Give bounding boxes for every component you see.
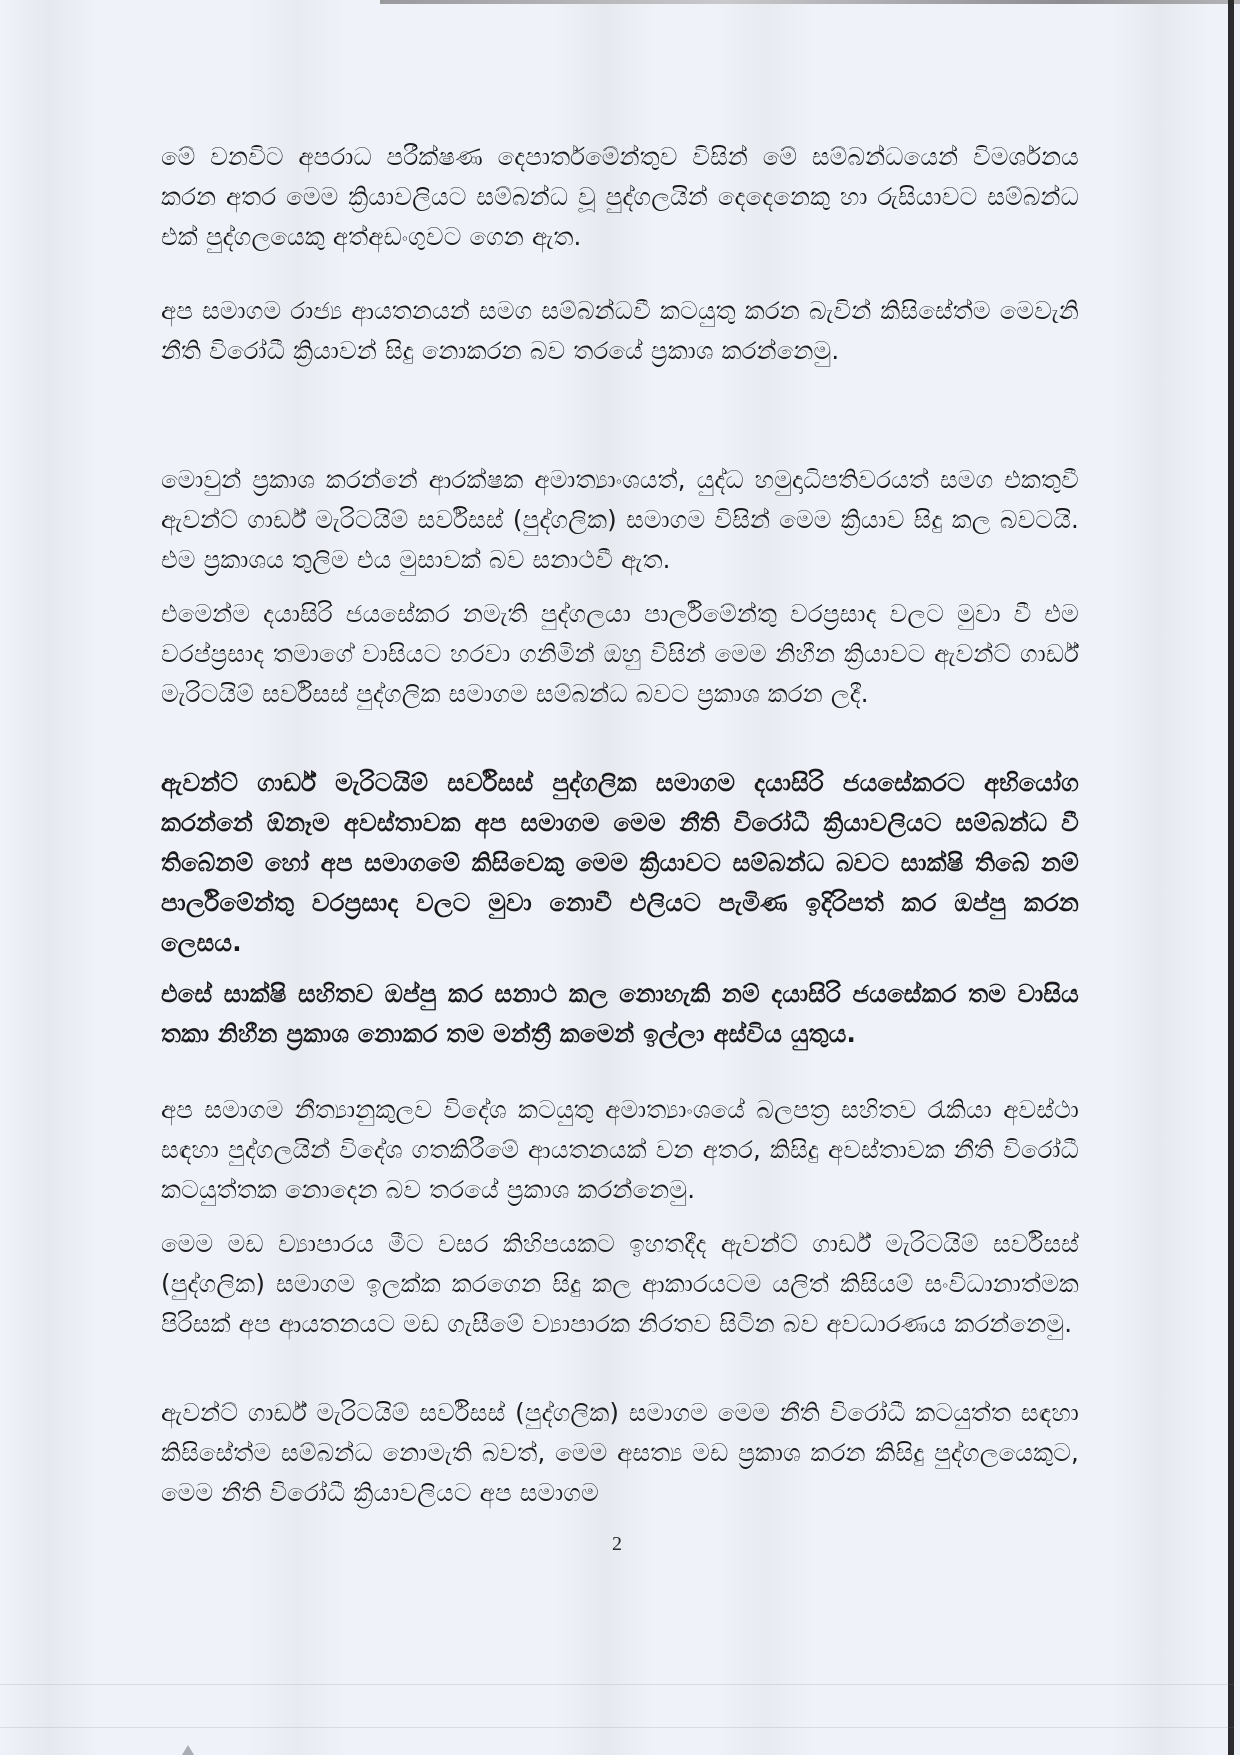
scan-artifact-line	[0, 1684, 1234, 1685]
scan-artifact-line	[0, 1727, 1234, 1728]
paragraph-5-bold	[161, 763, 1079, 963]
paragraph-8	[161, 1224, 1079, 1344]
paragraph-6-bold	[161, 974, 1079, 1054]
scan-artifact-mark	[182, 1745, 194, 1755]
scan-top-edge	[380, 0, 1240, 4]
page-number: 2	[612, 1533, 622, 1555]
paragraph-9	[161, 1393, 1079, 1513]
paragraph-text: අප සමාගම රාජ්‍ය ආයතනයන් සමග සම්බන්ධවී කටයුතු කරන බැවින් කිසිසේත්ම මෙවැනි නීති විරෝධී ක්‍රියාවන් සිදු නොකරන බව තරයේ ප්‍රකාශ කරන්නෙමු.	[161, 296, 1079, 365]
paragraph-3	[161, 460, 1079, 580]
paragraph-4	[161, 594, 1079, 714]
paragraph-7	[161, 1090, 1079, 1210]
paragraph-text: ඇවන්ට් ගාර්ඩ් මැරිටයිම් සර්විසස් පුද්ගලික සමාගම දයාසිරි ජයසේකරට අභියෝග කරන්නේ ඕනෑම අවස්තාවක අප සමාගම මෙම නීති විරෝධී ක්‍රියාවලියට සම්බන්ධ වී තිබේනම් හෝ අප සමාගමේ කිසිවෙකු මෙම ක්‍රියාවට සම්බන්ධ බවට සාක්ෂි තිබේ නම් පාර්ලිමේන්තු වරප්‍රසාද වලට මුවා නොවී එලියට පැමිණ ඉදිරිපත් කර ඔප්පු කරන ලෙසය.	[161, 768, 1079, 957]
paragraph-text: එසේ සාක්ෂි සහිතව ඔප්පු කර සනාථ කල නොහැකි නම් දයාසිරි ජයසේකර තම වාසිය තකා නිහීන ප්‍රකාශ නොකර තම මන්ත්‍රී කමෙන් ඉල්ලා අස්විය යුතුය.	[161, 979, 1079, 1048]
paragraph-text: මොවුන් ප්‍රකාශ කරන්නේ ආරක්ෂක අමාත්‍යාංශයත්, යුද්ධ හමුදාධිපතිවරයත් සමග එකතුවී ඇවන්ට් ගාර්ඩ් මැරිටයිම් සර්විසස් (පුද්ගලික) සමාගම විසින් මෙම ක්‍රියාව සිදු කල බවටයි. එම ප්‍රකාශය තුලිම එය මුසාවක් බව සනාථවී ඇත.	[161, 465, 1079, 574]
paragraph-text: එමෙන්ම දයාසිරි ජයසේකර නමැති පුද්ගලයා පාර්ලිමේන්තු වරප්‍රසාද වලට මුවා වී එම වරප්ප්‍රසාද තමාගේ වාසියට හරවා ගනිමින් ඔහු විසින් මෙම නිහීන ක්‍රියාවට ඇවන්ට් ගාර්ඩ් මැරිටයිම් සර්විසස් පුද්ගලික සමාගම සම්බන්ධ බවට ප්‍රකාශ කරන ලදී.	[161, 599, 1079, 708]
paragraph-text: මෙම මඩ ව්‍යාපාරය මීට වසර කිහිපයකට ඉහතදීද ඇවන්ට් ගාර්ඩ් මැරිටයිම් සර්විසස් (පුද්ගලික) සමාගම ඉලක්ක කරගෙන සිදු කල ආකාරයටම යලිත් කිසියම් සංවිධානාත්මක පිරිසක් අප ආයතනයට මඩ ගැසීමේ ව්‍යාපාරක නිරතව සිටින බව අවධාරණය කරන්නෙමු.	[161, 1229, 1079, 1338]
paragraph-1	[161, 137, 1079, 257]
scan-right-edge	[1228, 0, 1234, 1755]
paragraph-text: අප සමාගම නීත්‍යානුකුලව විදේශ කටයුතු අමාත්‍යාංශයේ බලපත්‍ර සහිතව රැකියා අවස්ථා සඳහා පුද්ගලයින් විදේශ ගතකිරීමේ ආයතනයක් වන අතර, කිසිදු අවස්තාවක නීති විරෝධී කටයුත්තක නොදෙන බව තරයේ ප්‍රකාශ කරන්නෙමු.	[161, 1095, 1079, 1204]
paragraph-text: මේ වනවිට අපරාධ පරීක්ෂණ දෙපාර්තමේන්තුව විසින් මේ සම්බන්ධයෙන් විමර්ශනය කරන අතර මෙම ක්‍රියාවලියට සම්බන්ධ වූ පුද්ගලයින් දෙදෙනෙකු හා රුසියාවට සම්බන්ධ එක් පුද්ගලයෙකු අත්අඩංගුවට ගෙන ඇත.	[161, 142, 1079, 251]
paragraph-text: ඇවන්ට් ගාර්ඩ් මැරිටයිම් සර්විසස් (පුද්ගලික) සමාගම මෙම නීති විරෝධී කටයුත්ත සඳහා කිසිසේත්ම සම්බන්ධ නොමැති බවත්, මෙම අසත්‍ය මඩ ප්‍රකාශ කරන කිසිදු පුද්ගලයෙකුට, මෙම නීති විරෝධී ක්‍රියාවලියට අප සමාගම	[161, 1398, 1079, 1507]
paragraph-2	[161, 291, 1079, 371]
